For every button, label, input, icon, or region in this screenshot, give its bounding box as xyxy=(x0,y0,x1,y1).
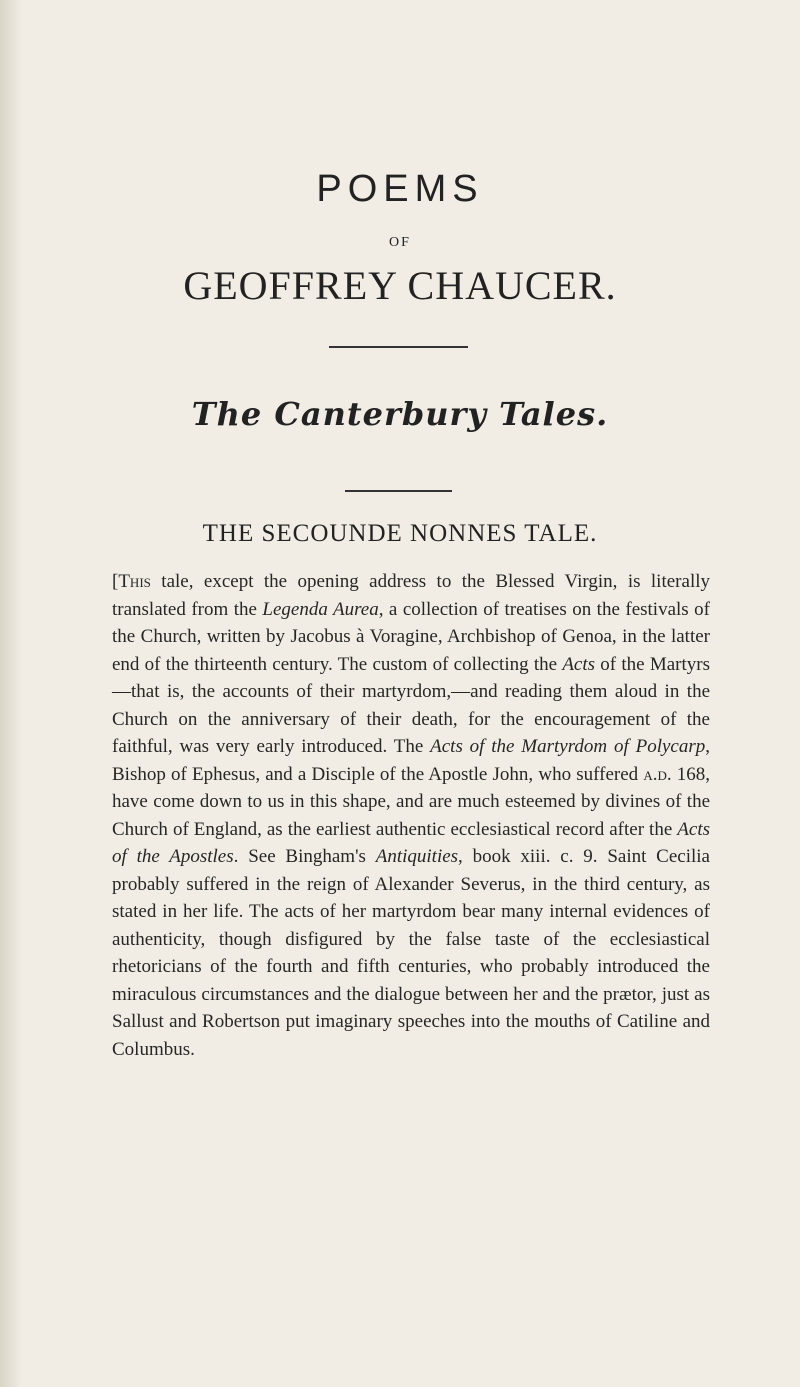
era-abbreviation: a.d. xyxy=(643,763,672,785)
paragraph-segment: , a collection of treatises on the festivals of the Church, written by Jacobus à Voragine, Archbishop of Genoa, in the latter end of the thirteenth century. The custom of collecting the xyxy=(112,598,710,675)
book-title: POEMS xyxy=(316,168,484,210)
italic-title: Acts of the Apostles xyxy=(112,818,710,867)
introduction-paragraph xyxy=(112,568,710,1063)
paragraph-segment: 168, have come down to us in this shape, and are much esteemed by divines of the Church of England, as the earliest authentic ecclesiastical record after the xyxy=(112,763,711,840)
small-caps-lead: This xyxy=(118,571,151,592)
paragraph-segment: , Bishop of Ephesus, and a Disciple of the Apostle John, who suffered xyxy=(112,736,710,785)
author-name: GEOFFREY CHAUCER. xyxy=(183,263,617,308)
tale-title: THE SECOUNDE NONNES TALE. xyxy=(202,520,598,547)
title-divider xyxy=(329,346,468,348)
paragraph-segment: . See Bingham's xyxy=(233,846,376,867)
italic-title: Antiquities xyxy=(375,846,459,867)
open-bracket: [ xyxy=(112,571,119,592)
italic-title: Acts of the Martyrdom of Polycarp xyxy=(430,736,706,757)
section-divider xyxy=(345,490,452,492)
paragraph-segment: tale, except the opening address to the Blessed Virgin, is literally translated from the xyxy=(112,571,710,620)
paragraph-segment: , book xiii. c. 9. Saint Cecilia probably suffered in the reign of Alexander Severus, in the third century, as stated in her life. The acts of her martyrdom bear many internal evidences of authenticity, though disfigured by the false taste of the ecclesiastical rhetoricians of the fourth and fifth centuries, who probably introduced the miraculous circumstances and the dialogue between her and the prætor, just as Sallust and Robertson put imaginary speeches into the mouths of Catiline and Columbus. xyxy=(112,846,710,1060)
italic-title: Acts xyxy=(562,653,596,675)
italic-title: Legenda Aurea xyxy=(262,598,379,620)
title-connector: OF xyxy=(389,235,411,250)
work-title: The Canterbury Tales. xyxy=(191,395,609,433)
paragraph-segment: of the Martyrs—that is, the accounts of their martyrdom,—and reading them aloud in the Church on the anniversary of their death, for the encouragement of the faithful, was very early introduced. The xyxy=(112,653,710,757)
